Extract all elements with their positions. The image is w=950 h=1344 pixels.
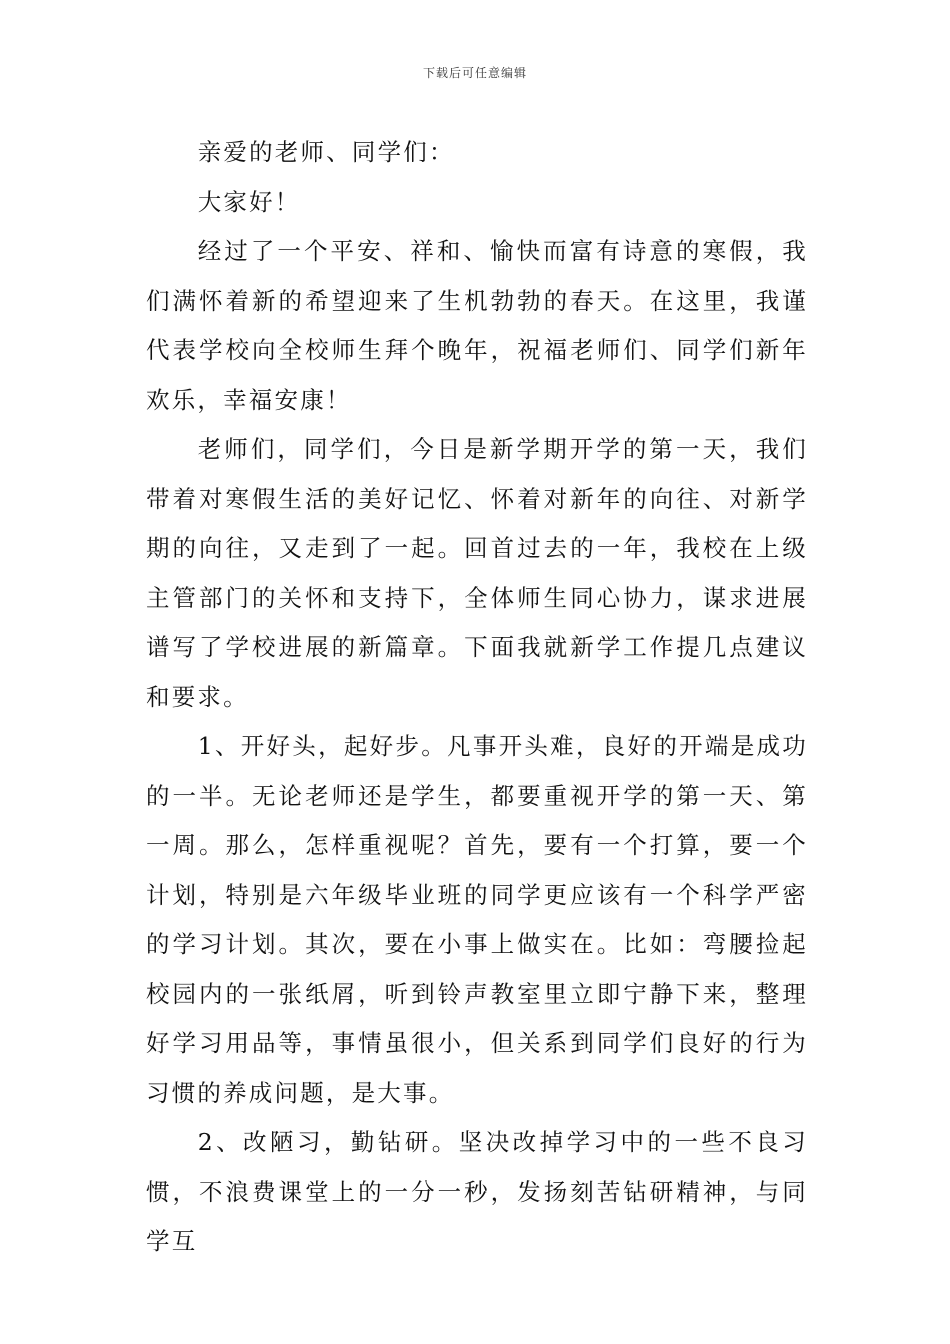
paragraph-point-2: 2、改陋习，勤钻研。坚决改掉学习中的一些不良习惯，不浪费课堂上的一分一秒，发扬刻苦钻研精神，与同学互	[146, 1128, 808, 1255]
greeting: 大家好！	[197, 187, 301, 216]
salutation: 亲爱的老师、同学们：	[197, 138, 455, 166]
page-header-note: 下载后可任意编辑	[422, 66, 527, 80]
paragraph-new-semester: 老师们，同学们，今日是新学期开学的第一天，我们带着对寒假生活的美好记忆、怀着对新年的向往、对新学期的向往，又走到了一起。回首过去的一年，我校在上级主管部门的关怀和支持下，全体师生同心协力，谋求进展谱写了学校进展的新篇章。下面我就新学工作提几点建议和要求。	[146, 435, 808, 711]
document-body	[146, 128, 808, 1267]
paragraph-winter-break: 经过了一个平安、祥和、愉快而富有诗意的寒假，我们满怀着新的希望迎来了生机勃勃的春天。在这里，我谨代表学校向全校师生拜个晚年，祝福老师们、同学们新年欢乐，幸福安康！	[146, 237, 808, 414]
paragraph-point-1: 1、开好头，起好步。凡事开头难，良好的开端是成功的一半。无论老师还是学生，都要重视开学的第一天、第一周。那么，怎样重视呢？首先，要有一个打算，要一个计划，特别是六年级毕业班的同学更应该有一个科学严密的学习计划。其次，要在小事上做实在。比如：弯腰捡起校园内的一张纸屑，听到铃声教室里立即宁静下来，整理好学习用品等，事情虽很小，但关系到同学们良好的行为习惯的养成问题，是大事。	[146, 732, 808, 1107]
